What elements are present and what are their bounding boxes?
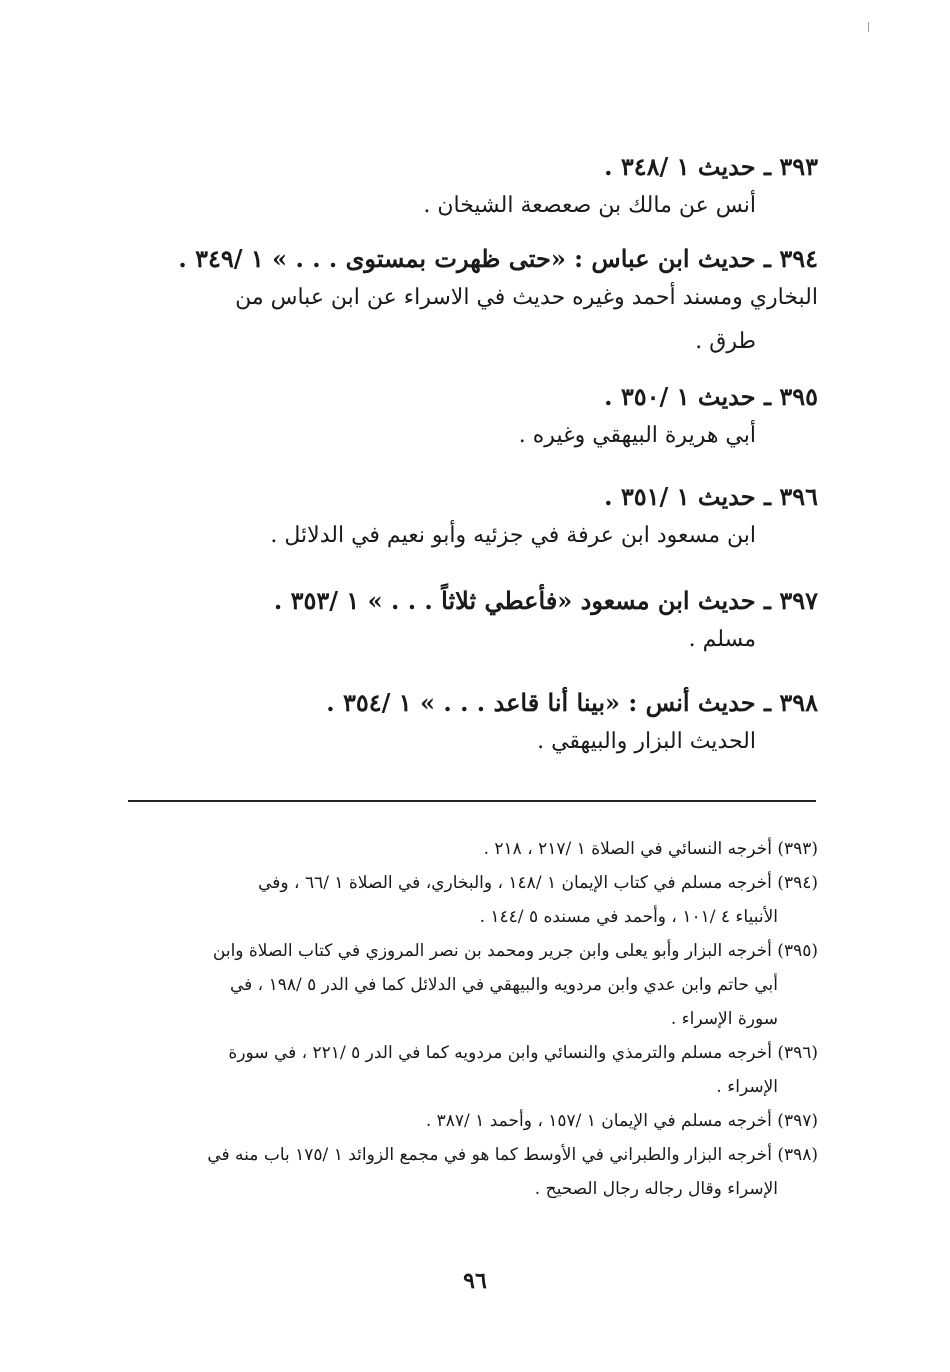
entry-heading: ٣٩٨ ـ حديث أنس : «بينا أنا قاعد . . . » ١ /٣٥٤ . xyxy=(326,688,818,717)
footnote-398 xyxy=(128,1138,818,1206)
footnote-394 xyxy=(128,866,818,934)
entry-text: مسلم . xyxy=(688,627,756,652)
footnote-line: (٣٩٧) أخرجه مسلم في الإيمان ١ /١٥٧ ، وأحمد ١ /٣٨٧ . xyxy=(425,1111,818,1131)
scan-mark xyxy=(868,22,869,32)
footnote-line: (٣٩٣) أخرجه النسائي في الصلاة ١ /٢١٧ ، ٢١٨ . xyxy=(483,839,818,859)
hadith-entry-395 xyxy=(118,380,818,458)
entry-text-line: طرق . xyxy=(695,329,756,354)
footnote-line: سورة الإسراء . xyxy=(670,1009,778,1029)
hadith-entry-393 xyxy=(118,150,818,228)
footnote-line: (٣٩٥) أخرجه البزار وأبو يعلى وابن جرير ومحمد بن نصر المروزي في كتاب الصلاة وابن xyxy=(212,941,818,961)
footnote-line: (٣٩٨) أخرجه البزار والطبراني في الأوسط كما هو في مجمع الزوائد ١ /١٧٥ باب منه في xyxy=(207,1145,818,1165)
entry-heading: ٣٩٥ ـ حديث ١ /٣٥٠ . xyxy=(604,382,818,411)
footnote-396 xyxy=(128,1036,818,1104)
entry-text-line: البخاري ومسند أحمد وغيره حديث في الاسراء عن ابن عباس من xyxy=(235,285,818,310)
hadith-entry-396 xyxy=(118,480,818,558)
footnote-line: (٣٩٦) أخرجه مسلم والترمذي والنسائي وابن مردويه كما في الدر ٥ /٢٢١ ، في سورة xyxy=(228,1043,818,1063)
entry-heading: ٣٩٦ ـ حديث ١ /٣٥١ . xyxy=(604,482,818,511)
footnote-separator xyxy=(128,800,816,802)
footnote-line: الأنبياء ٤ /١٠١ ، وأحمد في مسنده ٥ /١٤٤ . xyxy=(479,907,778,927)
footnote-395 xyxy=(128,934,818,1036)
entry-heading: ٣٩٣ ـ حديث ١ /٣٤٨ . xyxy=(604,152,818,181)
hadith-entry-397 xyxy=(118,584,818,662)
hadith-entry-398 xyxy=(118,686,818,764)
footnote-line: الإسراء . xyxy=(716,1077,778,1097)
footnotes xyxy=(128,832,818,1206)
entry-text xyxy=(118,276,818,364)
entry-heading: ٣٩٤ ـ حديث ابن عباس : «حتى ظهرت بمستوى . . . » ١ /٣٤٩ . xyxy=(178,244,818,273)
footnote-393 xyxy=(128,832,818,866)
entry-text: الحديث البزار والبيهقي . xyxy=(537,729,756,754)
footnote-line: الإسراء وقال رجاله رجال الصحيح . xyxy=(534,1179,778,1199)
footnote-397 xyxy=(128,1104,818,1138)
page-number: ٩٦ xyxy=(463,1268,487,1294)
footnote-line: (٣٩٤) أخرجه مسلم في كتاب الإيمان ١ /١٤٨ ، والبخاري، في الصلاة ١ /٦٦ ، وفي xyxy=(258,873,818,893)
entry-text: ابن مسعود ابن عرفة في جزئيه وأبو نعيم في الدلائل . xyxy=(270,523,756,548)
entry-text: أنس عن مالك بن صعصعة الشيخان . xyxy=(423,193,756,218)
entry-text: أبي هريرة البيهقي وغيره . xyxy=(518,423,756,448)
hadith-entry-394 xyxy=(118,242,818,364)
footnote-line: أبي حاتم وابن عدي وابن مردويه والبيهقي في الدلائل كما في الدر ٥ /١٩٨ ، في xyxy=(229,975,778,995)
entry-heading: ٣٩٧ ـ حديث ابن مسعود «فأعطي ثلاثاً . . . » ١ /٣٥٣ . xyxy=(273,586,818,615)
